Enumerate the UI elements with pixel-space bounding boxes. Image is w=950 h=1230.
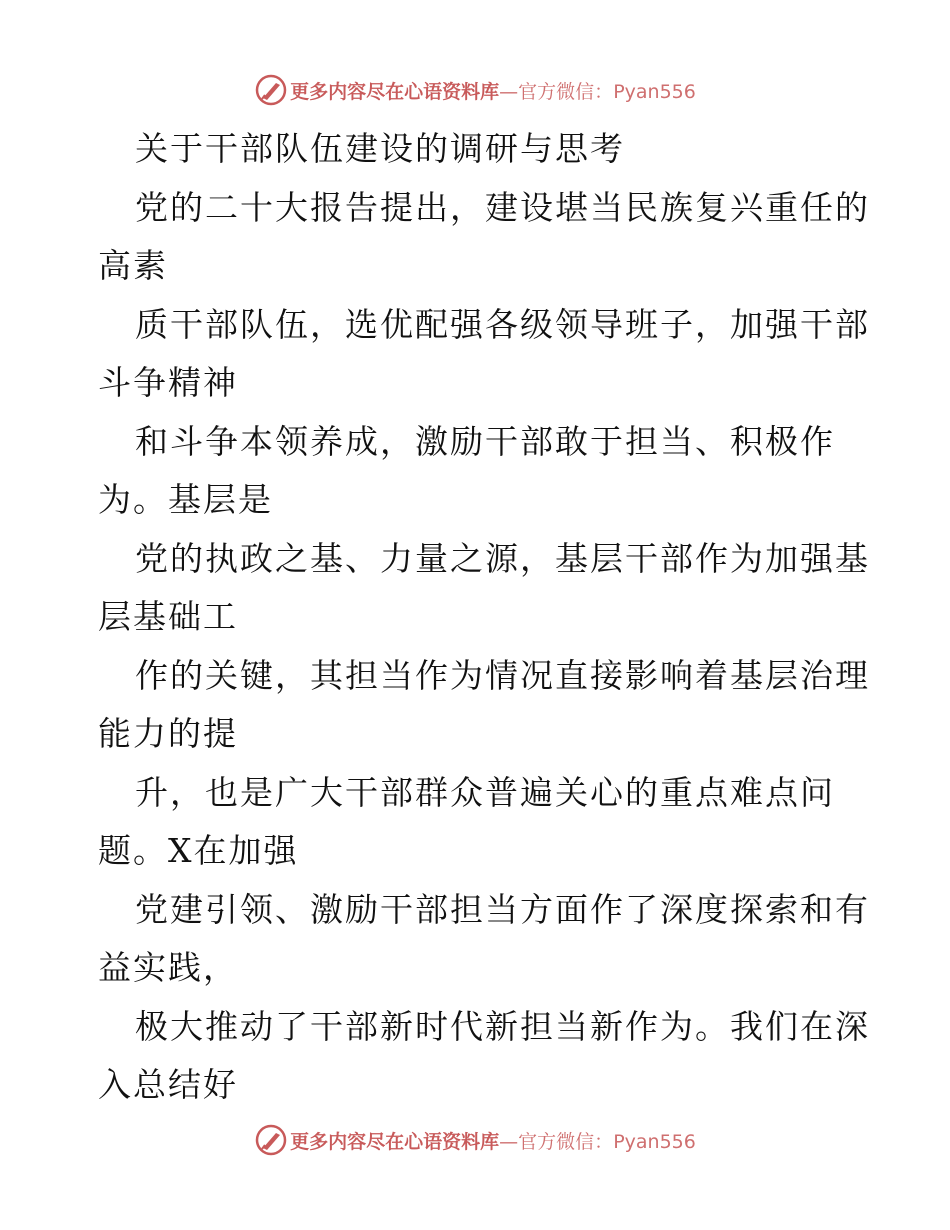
text-line: 益实践， xyxy=(98,948,238,987)
watermark-text xyxy=(290,77,696,104)
watermark-dash: — xyxy=(499,1130,519,1153)
document-body xyxy=(98,120,870,1115)
text-line: 极大推动了干部新时代新担当新作为。我们在深 xyxy=(135,1006,870,1046)
footer-watermark xyxy=(0,1120,950,1160)
watermark-brand: 更多内容尽在心语资料库 xyxy=(290,1130,500,1153)
text-line: 题。X在加强 xyxy=(98,831,299,870)
text-line: 党建引领、激励干部担当方面作了深度探索和有 xyxy=(135,889,870,929)
quill-pen-logo-icon xyxy=(254,1123,288,1157)
document-title: 关于干部队伍建设的调研与思考 xyxy=(135,129,625,168)
text-line: 为。基层是 xyxy=(98,480,273,519)
text-line: 斗争精神 xyxy=(98,363,238,402)
header-watermark xyxy=(0,70,950,110)
watermark-id: Pyan556 xyxy=(613,80,696,103)
text-line: 和斗争本领养成，激励干部敢于担当、积极作 xyxy=(135,421,835,461)
text-line: 党的二十大报告提出，建设堪当民族复兴重任的 xyxy=(135,187,870,227)
watermark-contact: 官方微信： xyxy=(518,1130,614,1153)
text-line: 党的执政之基、力量之源，基层干部作为加强基 xyxy=(135,538,870,578)
watermark-dash: — xyxy=(499,80,519,103)
watermark-id: Pyan556 xyxy=(613,1130,696,1153)
quill-pen-logo-icon xyxy=(254,73,288,107)
watermark-text xyxy=(290,1127,696,1154)
watermark-brand: 更多内容尽在心语资料库 xyxy=(290,80,500,103)
watermark-contact: 官方微信： xyxy=(518,80,614,103)
text-line: 作的关键，其担当作为情况直接影响着基层治理 xyxy=(135,655,870,695)
text-line: 质干部队伍，选优配强各级领导班子，加强干部 xyxy=(135,304,870,344)
text-line: 入总结好 xyxy=(98,1065,238,1104)
text-line: 能力的提 xyxy=(98,714,238,753)
text-line: 高素 xyxy=(98,246,168,285)
text-line: 升，也是广大干部群众普遍关心的重点难点问 xyxy=(135,772,835,812)
text-line: 层基础工 xyxy=(98,597,238,636)
